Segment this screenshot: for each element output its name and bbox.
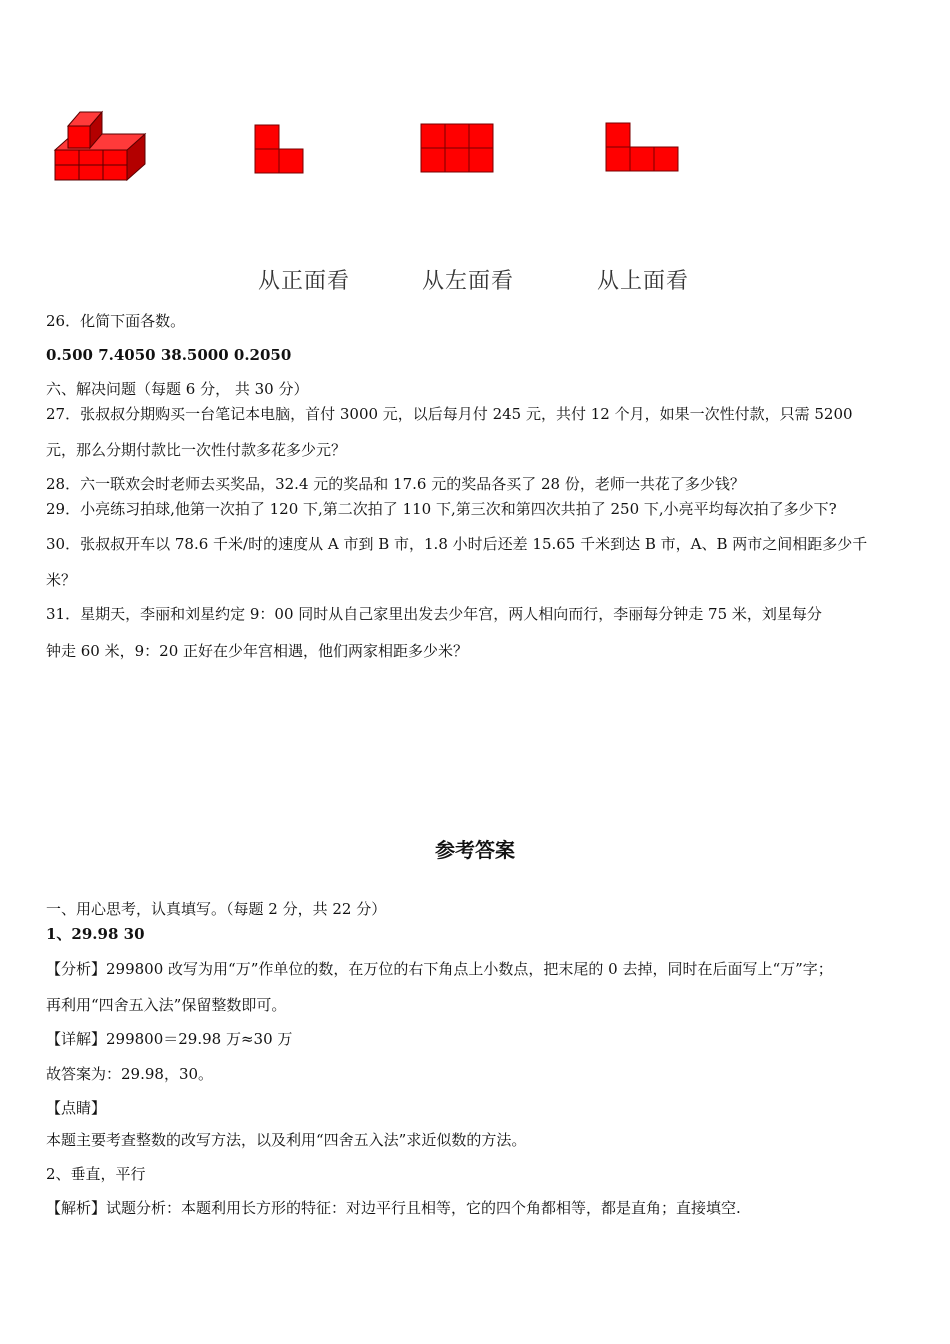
section-6-heading: 六、解决问题（每题 6 分， 共 30 分）: [46, 380, 309, 398]
answer-1-analysis-line1: 【分析】299800 改写为用“万”作单位的数，在万位的右下角点上小数点，把末尾的 0 去掉，同时在后面写上“万”字；: [46, 960, 833, 978]
view-label-front: 从正面看: [258, 269, 351, 294]
question-27-line2: 元，那么分期付款比一次性付款多花多少元？: [46, 441, 347, 459]
answer-1-result: 故答案为：29.98，30。: [46, 1065, 214, 1083]
top-view-figure: [605, 122, 681, 174]
answer-2: 2、垂直，平行: [46, 1165, 146, 1183]
front-view-figure: [254, 124, 306, 176]
question-29: 29．小亮练习拍球,他第一次拍了 120 下,第二次拍了 110 下,第三次和第四次共拍了 250 下,小亮平均每次拍了多少下?: [46, 500, 837, 518]
question-26-title: 26．化简下面各数。: [46, 312, 186, 330]
view-label-left: 从左面看: [422, 269, 515, 294]
answer-1-comment-tag: 【点睛】: [46, 1099, 107, 1117]
answer-2-analysis: 【解析】试题分析：本题利用长方形的特征：对边平行且相等，它的四个角都相等，都是直角；直接填空.: [46, 1199, 741, 1217]
question-31-line2: 钟走 60 米，9：20 正好在少年宫相遇，他们两家相距多少米？: [46, 642, 469, 660]
answers-title: 参考答案: [435, 838, 515, 862]
question-28: 28．六一联欢会时老师去买奖品，32.4 元的奖品和 17.6 元的奖品各买了 28 份，老师一共花了多少钱？: [46, 475, 745, 493]
question-27-line1: 27．张叔叔分期购买一台笔记本电脑，首付 3000 元，以后每月付 245 元，共付 12 个月，如果一次性付款，只需 5200: [46, 405, 853, 423]
cube-solid-figure: [50, 108, 155, 184]
question-30-line2: 米？: [46, 571, 77, 589]
question-30-line1: 30．张叔叔开车以 78.6 千米/时的速度从 A 市到 B 市，1.8 小时后还差 15.65 千米到达 B 市，A、B 两市之间相距多少千: [46, 535, 868, 553]
answers-section-1: 一、用心思考，认真填写。（每题 2 分，共 22 分）: [46, 900, 387, 918]
answer-1-detail: 【详解】299800＝29.98 万≈30 万: [46, 1030, 293, 1048]
question-26-numbers: 0.500 7.4050 38.5000 0.2050: [46, 346, 292, 364]
view-label-top: 从上面看: [597, 269, 690, 294]
answer-1-analysis-line2: 再利用“四舍五入法”保留整数即可。: [46, 996, 287, 1014]
question-31-line1: 31．星期天，李丽和刘星约定 9：00 同时从自己家里出发去少年宫，两人相向而行，李丽每分钟走 75 米，刘星每分: [46, 605, 822, 623]
left-view-figure: [420, 123, 496, 175]
answer-1: 1、29.98 30: [46, 925, 145, 943]
answer-1-comment: 本题主要考查整数的改写方法，以及利用“四舍五入法”求近似数的方法。: [46, 1131, 527, 1149]
